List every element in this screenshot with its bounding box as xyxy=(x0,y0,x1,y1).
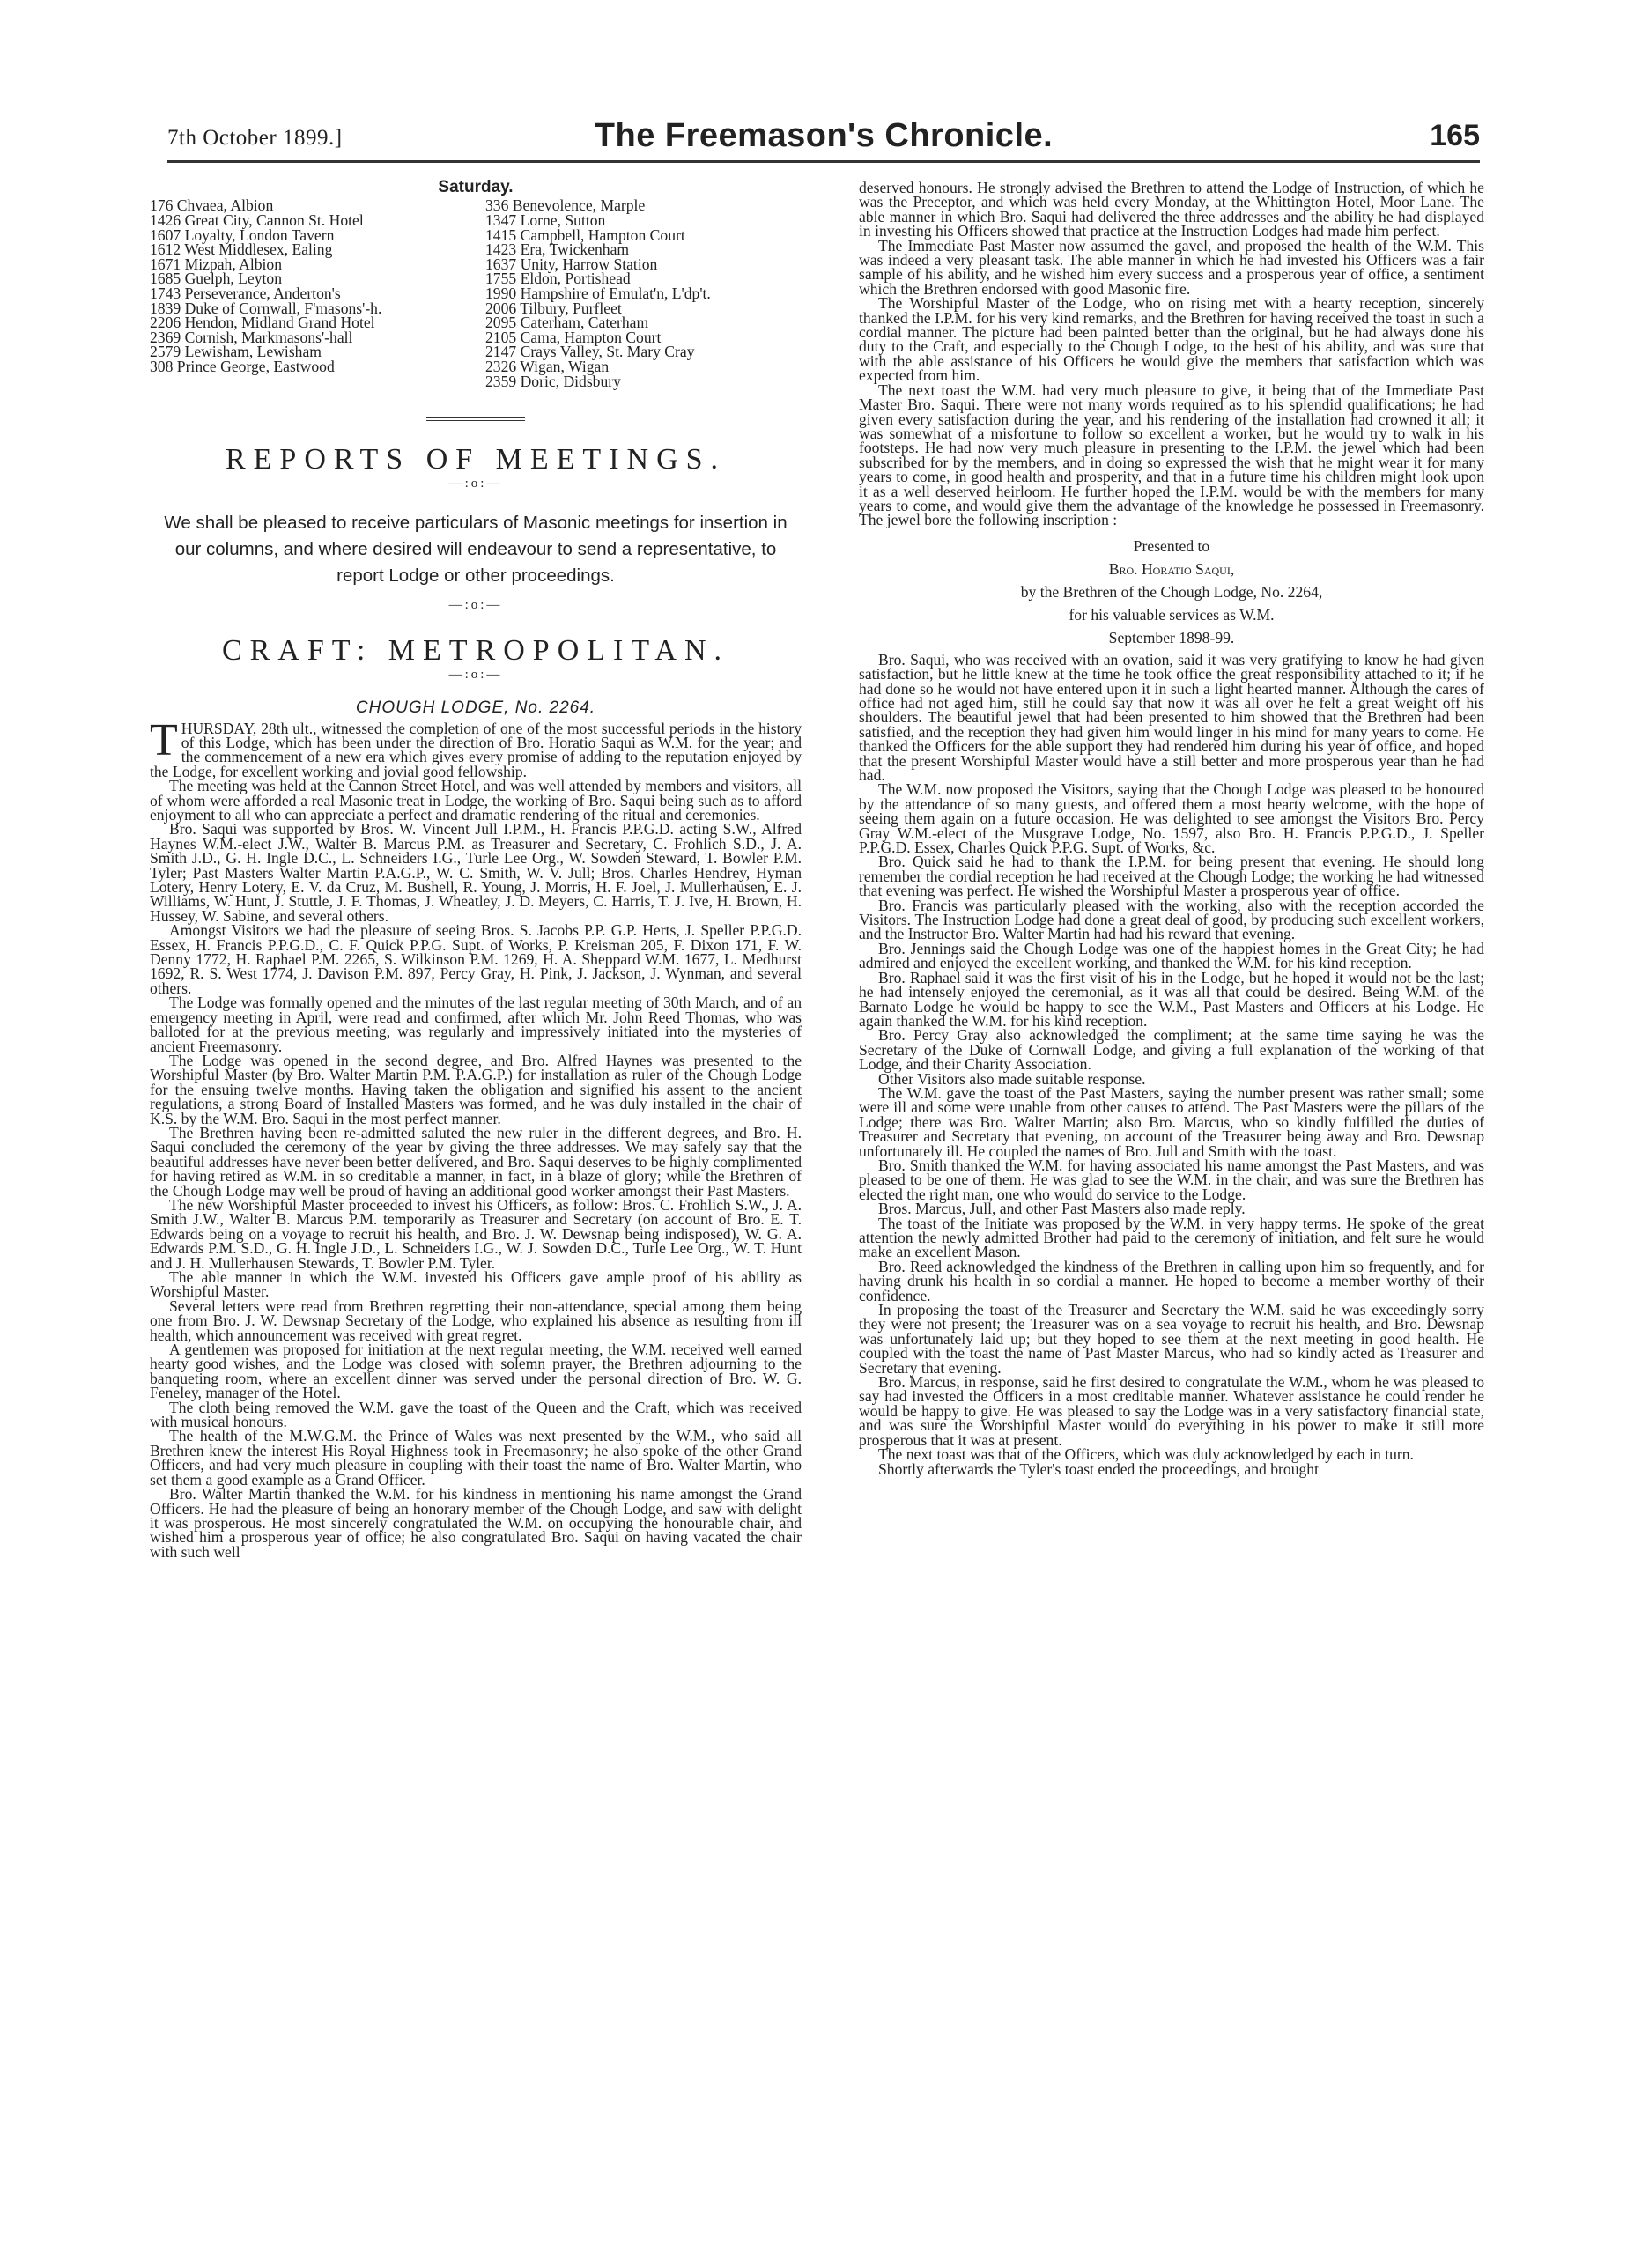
drop-cap: T xyxy=(150,714,178,765)
article-paragraph: Shortly afterwards the Tyler's toast ended the proceedings, and brought xyxy=(878,1459,1319,1478)
inscription-line: Presented to xyxy=(1133,536,1210,555)
inscription-line: for his valuable services as W.M. xyxy=(1069,605,1275,624)
article-paragraph: In proposing the toast of the Treasurer and Secretary the W.M. said he was exceedingly sorry they were not present; the Treasurer was on a sea voyage to recruit his health, and Bro. Dewsnap was unfortunately laid up; but they hoped to see them at the next meeting in good health. He coupled with the toast the name of Past Master Marcus, who had so kindly acted as Treasurer and Secretary that evening. xyxy=(859,1301,1484,1377)
article-paragraph: The new Worshipful Master proceeded to invest his Officers, as follow: Bros. C. Frohlich S.W., J. A. Smith J.W., Walter B. Marcus P.M. temporarily as Treasurer and Secretary (on account of Bro. E. T. Edwards being on a voyage to recruit his health, and Bro. J. W. Dewsnap being indisposed), W. G. A. Edwards P.M. S.D., G. H. Ingle J.D., L. Schneiders I.G., W. J. Sowden D.C., Turle Lee Org., W. T. Hunt and J. H. Mullerhausen Stewards, T. Bowler P.M. Tyler. xyxy=(150,1195,802,1272)
article-paragraph: The Worshipful Master of the Lodge, who on rising met with a hearty reception, sincerely thanked the I.P.M. for his very kind remarks, and the Brethren for having received the toast in such a cordial manner. The picture had been painted better than the original, but he had always done his duty to the Craft, and especially to the Chough Lodge, to the best of his ability, and was sure that with the able assistance of his Officers he would give the members that satisfaction which was expected from him. xyxy=(859,294,1484,385)
list-item: 2579 Lewisham, Lewisham xyxy=(150,343,322,361)
list-item: 1637 Unity, Harrow Station xyxy=(485,255,658,273)
lodge-list-col-1 xyxy=(150,198,466,388)
article-paragraph: The Lodge was opened in the second degree, and Bro. Alfred Haynes was presented to the Worshipful Master (by Bro. Walter Martin P.M. P.A.G.P.) for installation as ruler of the Chough Lodge for the ensuing twelve months. Having taken the obligation and signified his assent to the ancient regulations, a strong Board of Installed Masters was formed, and he was duly installed in the chair of K.S. by the W.M. Bro. Saqui in the most perfect manner. xyxy=(150,1051,802,1127)
list-item: 1990 Hampshire of Emulat'n, L'dp't. xyxy=(485,284,711,302)
article-paragraph: The meeting was held at the Cannon Street Hotel, and was well attended by members and visitors, all of whom were afforded a real Masonic treat in Lodge, the working of Bro. Saqui being such as to afford enjoyment to all who can appreciate a perfect and dramatic rendering of the ritual and ceremonies. xyxy=(150,777,802,824)
article-paragraph: Bro. Saqui, who was received with an ovation, said it was very gratifying to know he had given satisfaction, but he little knew at the time he took office the great responsibility attached to it; if he had done so he would not have entered upon it in such a light hearted manner. Although the cares of office had not aged him, still he could say that now it was all over he felt a great weight off his shoulders. The beautiful jewel that had been presented to him showed that the Brethren had been satisfied, and the reception they had given him would linger in his mind for many years to come. He thanked the Officers for the able support they had rendered him during his year of office, and hoped that the present Worshipful Master would have a still better and more prosperous year than he had had. xyxy=(859,650,1484,784)
article-paragraph: The Immediate Past Master now assumed the gavel, and proposed the health of the W.M. This was indeed a very pleasant task. The able manner in which he had invested his Officers was a fair sample of his ability, and he wished him every success and a prosperous year of office, a sentiment which the Brethren endorsed with good Masonic fire. xyxy=(859,236,1484,298)
list-item: 2326 Wigan, Wigan xyxy=(485,357,610,375)
list-item: 2369 Cornish, Markmasons'-hall xyxy=(150,328,353,346)
list-item: 1607 Loyalty, London Tavern xyxy=(150,225,335,244)
newspaper-title: The Freemason's Chronicle. xyxy=(594,117,1054,154)
list-item: 1347 Lorne, Sutton xyxy=(485,211,606,229)
article-paragraph: The able manner in which the W.M. invested his Officers gave ample proof of his ability as Worshipful Master. xyxy=(150,1268,802,1301)
article-paragraph: Amongst Visitors we had the pleasure of seeing Bros. S. Jacobs P.P. G.P. Herts, J. Speller P.P.G.D. Essex, H. Francis P.P.G.D., C. F. Quick P.P.G. Supt. of Works, P. Kreisman 205, F. Dixon 171, F. W. Denny 1772, H. Raphael P.M. 2265, S. Wilkinson P.M. 1269, H. A. Sheppard W.M. 1677, L. Medhurst 1692, R. S. West 1774, J. Davison P.M. 897, Percy Gray, H. Pink, J. Jackson, J. Wynman, and several others. xyxy=(150,921,802,997)
article-paragraph: Bro. Percy Gray also acknowledged the compliment; at the same time saying he was the Secretary of the Duke of Cornwall Lodge, and giving a full explanation of the working of that Lodge, and their Charity Association. xyxy=(859,1026,1484,1074)
lodge-list-title: Saturday. xyxy=(438,178,514,196)
article-paragraph: Bro. Reed acknowledged the kindness of the Brethren in calling upon him so frequently, and for having drunk his health in so cordial a manner. He hoped to become a member worthy of their confidence. xyxy=(859,1257,1484,1304)
header-rule xyxy=(167,160,1480,163)
list-item: 2095 Caterham, Caterham xyxy=(485,314,649,332)
article-paragraph: The Brethren having been re-admitted saluted the new ruler in the different degrees, and Bro. H. Saqui concluded the ceremony of the year by giving the three addresses. We may safely say that the beautiful addresses have never been better delivered, and Bro. Saqui deserves to be highly complimented for having retired as W.M. in so creditable a manner, in fact, in a blaze of glory; while the Brethren of the Chough Lodge may well be proud of having an additional good worker amongst their Past Masters. xyxy=(150,1123,802,1200)
article-paragraph: Bro. Saqui was supported by Bros. W. Vincent Jull I.P.M., H. Francis P.P.G.D. acting S.W., Alfred Haynes W.M.-elect J.W., Walter B. Marcus P.M. as Treasurer and Secretary, C. Frohlich S.D., J. A. Smith J.D., G. H. Ingle D.C., L. Schneiders I.G., Turle Lee Org., W. Sowden Steward, T. Bowler P.M. Tyler; Past Masters Walter Martin P.A.G.P., W. C. Smith, W. V. Jull; Bros. Charles Hendrey, Hyman Lotery, Henry Lotery, E. V. da Cruz, M. Bushell, R. Young, J. Morris, H. F. Joel, J. Mullerhausen, E. J. Williams, W. Hunt, J. Stuttle, J. F. Thomas, J. Wheatley, J. D. Meyers, C. Harris, T. J. Ive, H. Brown, H. Hussey, W. Sabine, and several others. xyxy=(150,820,802,925)
list-item: 1612 West Middlesex, Ealing xyxy=(150,240,333,259)
list-item: 1426 Great City, Cannon St. Hotel xyxy=(150,211,364,229)
reports-heading: REPORTS OF MEETINGS. xyxy=(225,443,727,477)
lodge-list-col-2 xyxy=(485,198,802,388)
section-rule xyxy=(426,417,525,421)
article-paragraph: The health of the M.W.G.M. the Prince of Wales was next presented by the W.M., who said all Brethren knew the interest His Royal Highness took in Freemasonry; he also spoke of the other Grand Officers, and had very much pleasure in coupling with their toast the name of Bro. Walter Martin, who set them a good example as a Grand Officer. xyxy=(150,1427,802,1489)
list-item: 2105 Cama, Hampton Court xyxy=(485,328,662,346)
article-paragraph: The next toast the W.M. had very much pleasure to give, it being that of the Immediate Past Master Bro. Saqui. There were not many words required as to his splendid qualifications; he had given every satisfaction during the year, and his rendering of the installation had crowned it all; it was somewhat of a misfortune to follow so excellent a worker, but he would try to walk in his footsteps. He had now very much pleasure in presenting to the I.P.M. the jewel which had been subscribed for by the members, and in doing so expressed the wish that he might wear it for many years to come, in good health and prosperity, and that in a future time his children might look upon it as a well deserved heirloom. He further hoped the I.P.M. would be with the members for many years to come, and would give them the advantage of the knowledge he possessed in Freemasonry. The jewel bore the following inscription :— xyxy=(859,380,1484,529)
article-paragraph: Bros. Marcus, Jull, and other Past Masters also made reply. xyxy=(878,1200,1246,1218)
article-paragraph: Bro. Quick said he had to thank the I.P.M. for being present that evening. He should long remember the cordial reception he had received at the Chough Lodge; the working he had witnessed that evening was perfect. He wished the Worshipful Master a prosperous year of office. xyxy=(859,853,1484,900)
divider-ornament: —:o:— xyxy=(448,597,503,612)
article-paragraph: Bro. Jennings said the Chough Lodge was one of the happiest homes in the Great City; he had admired and enjoyed the excellent working, and thanked the W.M. for his kind reception. xyxy=(859,939,1484,972)
lodge-heading: CHOUGH LODGE, No. 2264. xyxy=(355,698,596,718)
list-item: 2147 Crays Valley, St. Mary Cray xyxy=(485,343,695,361)
inscription-line: September 1898-99. xyxy=(1108,628,1235,646)
article-paragraph: deserved honours. He strongly advised the Brethren to attend the Lodge of Instruction, of which he was the Preceptor, and which was held every Monday, at the Whittington Hotel, Moor Lane. The able manner in which Bro. Saqui had delivered the three addresses and the ability he had displayed in investing his Officers showed that practice at the Instruction Lodges had made him perfect. xyxy=(859,179,1484,240)
list-item: 308 Prince George, Eastwood xyxy=(150,357,335,375)
list-item: 176 Chvaea, Albion xyxy=(150,196,274,215)
list-item: 2359 Doric, Didsbury xyxy=(485,372,621,390)
list-item: 2206 Hendon, Midland Grand Hotel xyxy=(150,314,375,332)
masthead xyxy=(167,117,1480,158)
inscription-line: by the Brethren of the Chough Lodge, No. 2264, xyxy=(1020,582,1323,601)
list-item: 1839 Duke of Cornwall, F'masons'-h. xyxy=(150,299,382,317)
right-column xyxy=(859,181,1484,1476)
list-item: 1415 Campbell, Hampton Court xyxy=(485,225,685,244)
list-item: 336 Benevolence, Marple xyxy=(485,196,646,215)
article-paragraph: The toast of the Initiate was proposed by the W.M. in very happy terms. He spoke of the great attention the newly admitted Brother had paid to the ceremony of initiation, and felt sure he would make an excellent Mason. xyxy=(859,1214,1484,1261)
divider-ornament: —:o:— xyxy=(448,667,503,682)
inscription-line: Bro. Horatio Saqui, xyxy=(1108,559,1235,578)
article-paragraph: The W.M. now proposed the Visitors, saying that the Chough Lodge was pleased to be honoured by the attendance of so many guests, and offered them a most hearty welcome, with the hope of seeing them again on a future occasion. He was delighted to see amongst the Visitors Bro. Percy Gray W.M.-elect of the Musgrave Lodge, No. 1597, also Bro. H. Francis P.P.G.D., J. Speller P.P.G.D. Essex, Charles Quick P.P.G. Supt. of Works, &c. xyxy=(859,780,1484,857)
article-paragraph: Bro. Smith thanked the W.M. for having associated his name amongst the Past Masters, and was pleased to be one of them. He was glad to see the W.M. in the chair, and was sure the Brethren has elected the right man, one who would do service to the Lodge. xyxy=(859,1156,1484,1203)
list-item: 1685 Guelph, Leyton xyxy=(150,270,283,288)
reports-notice: We shall be pleased to receive particulars of Masonic meetings for insertion in our columns, and where desired will endeavour to send a representative, to report Lodge or other proceedings. xyxy=(164,512,788,586)
article-paragraph: Bro. Francis was particularly pleased with the working, also with the reception accorded the Visitors. The Instruction Lodge had done a great deal of good, by producing such excellent workers, and the Instructor Bro. Walter Martin had had his reward that evening. xyxy=(859,896,1484,943)
article-paragraph: The cloth being removed the W.M. gave the toast of the Queen and the Craft, which was received with musical honours. xyxy=(150,1398,802,1431)
left-column xyxy=(150,178,802,1561)
article-paragraph: Bro. Walter Martin thanked the W.M. for his kindness in mentioning his name amongst the Grand Officers. He had the pleasure of being an honorary member of the Chough Lodge, and saw with delight it was prosperous. He most sincerely congratulated the W.M. on occupying the honourable chair, and wished him a prosperous year of office; he also congratulated Bro. Saqui on having vacated the chair with such well xyxy=(150,1485,802,1561)
list-item: 1423 Era, Twickenham xyxy=(485,240,630,259)
page-number: 165 xyxy=(1430,119,1480,152)
list-item: 1671 Mizpah, Albion xyxy=(150,255,283,273)
issue-date: 7th October 1899.] xyxy=(167,126,343,150)
list-item: 1755 Eldon, Portishead xyxy=(485,270,631,288)
article-paragraph: Several letters were read from Brethren regretting their non-attendance, special among them being one from Bro. J. W. Dewsnap Secretary of the Lodge, who explained his absence as resulting from ill health, which announcement was received with great regret. xyxy=(150,1297,802,1344)
article-paragraph: The W.M. gave the toast of the Past Masters, saying the number present was rather small; some were ill and some were unable from other causes to attend. The Past Masters were the pillars of the Lodge; there was Bro. Walter Martin; also Bro. Marcus, who so kindly fulfilled the duties of Treasurer and Secretary that evening, on account of the Treasurer being away and Bro. Dewsnap unfortunately ill. He coupled the names of Bro. Jull and Smith with the toast. xyxy=(859,1083,1484,1160)
craft-heading: CRAFT: METROPOLITAN. xyxy=(221,634,730,668)
lodge-list xyxy=(150,198,802,388)
list-item: 2006 Tilbury, Purfleet xyxy=(485,299,622,317)
article-paragraph: Bro. Raphael said it was the first visit of his in the Lodge, but he hoped it would not be the last; he had intensely enjoyed the ceremonial, as it was all that could be desired. Being W.M. of the Barnato Lodge he would be happy to see the W.M., Past Masters and Officers at his Lodge. He again thanked the W.M. for his kind reception. xyxy=(859,968,1484,1030)
article-paragraph: THURSDAY, 28th ult., witnessed the completion of one of the most successful periods in the history of this Lodge, which has been under the direction of Bro. Horatio Saqui as W.M. for the year; and the commencement of a new era which gives every promise of adding to the reputation enjoyed by the Lodge, for excellent working and jovial good fellowship. xyxy=(150,714,802,780)
article-paragraph: Other Visitors also made suitable response. xyxy=(878,1069,1146,1088)
jewel-inscription xyxy=(859,536,1484,647)
divider-ornament: —:o:— xyxy=(448,476,503,491)
article-paragraph: Bro. Marcus, in response, said he first desired to congratulate the W.M., whom he was pleased to say had invested the Officers in a most creditable manner. Whatever assistance he could render he would be happy to give. He was pleased to say the Lodge was in a very satisfactory financial state, and was sure the Worshipful Master would do everything in his power to make it still more prosperous that it was at present. xyxy=(859,1373,1484,1449)
list-item: 1743 Perseverance, Anderton's xyxy=(150,284,341,302)
article-paragraph: A gentlemen was proposed for initiation at the next regular meeting, the W.M. received well earned hearty good wishes, and the Lodge was closed with solemn prayer, the Brethren adjourning to the banqueting room, where an excellent dinner was served under the personal direction of Bro. W. G. Feneley, manager of the Hotel. xyxy=(150,1341,802,1402)
article-paragraph: The Lodge was formally opened and the minutes of the last regular meeting of 30th March, and of an emergency meeting in April, were read and confirmed, after which Mr. John Reed Thomas, who was balloted for at the previous meeting, was regularly and impressively initiated into the mysteries of ancient Freemasonry. xyxy=(150,994,802,1055)
article-paragraph: The next toast was that of the Officers, which was duly acknowledged by each in turn. xyxy=(878,1445,1414,1464)
